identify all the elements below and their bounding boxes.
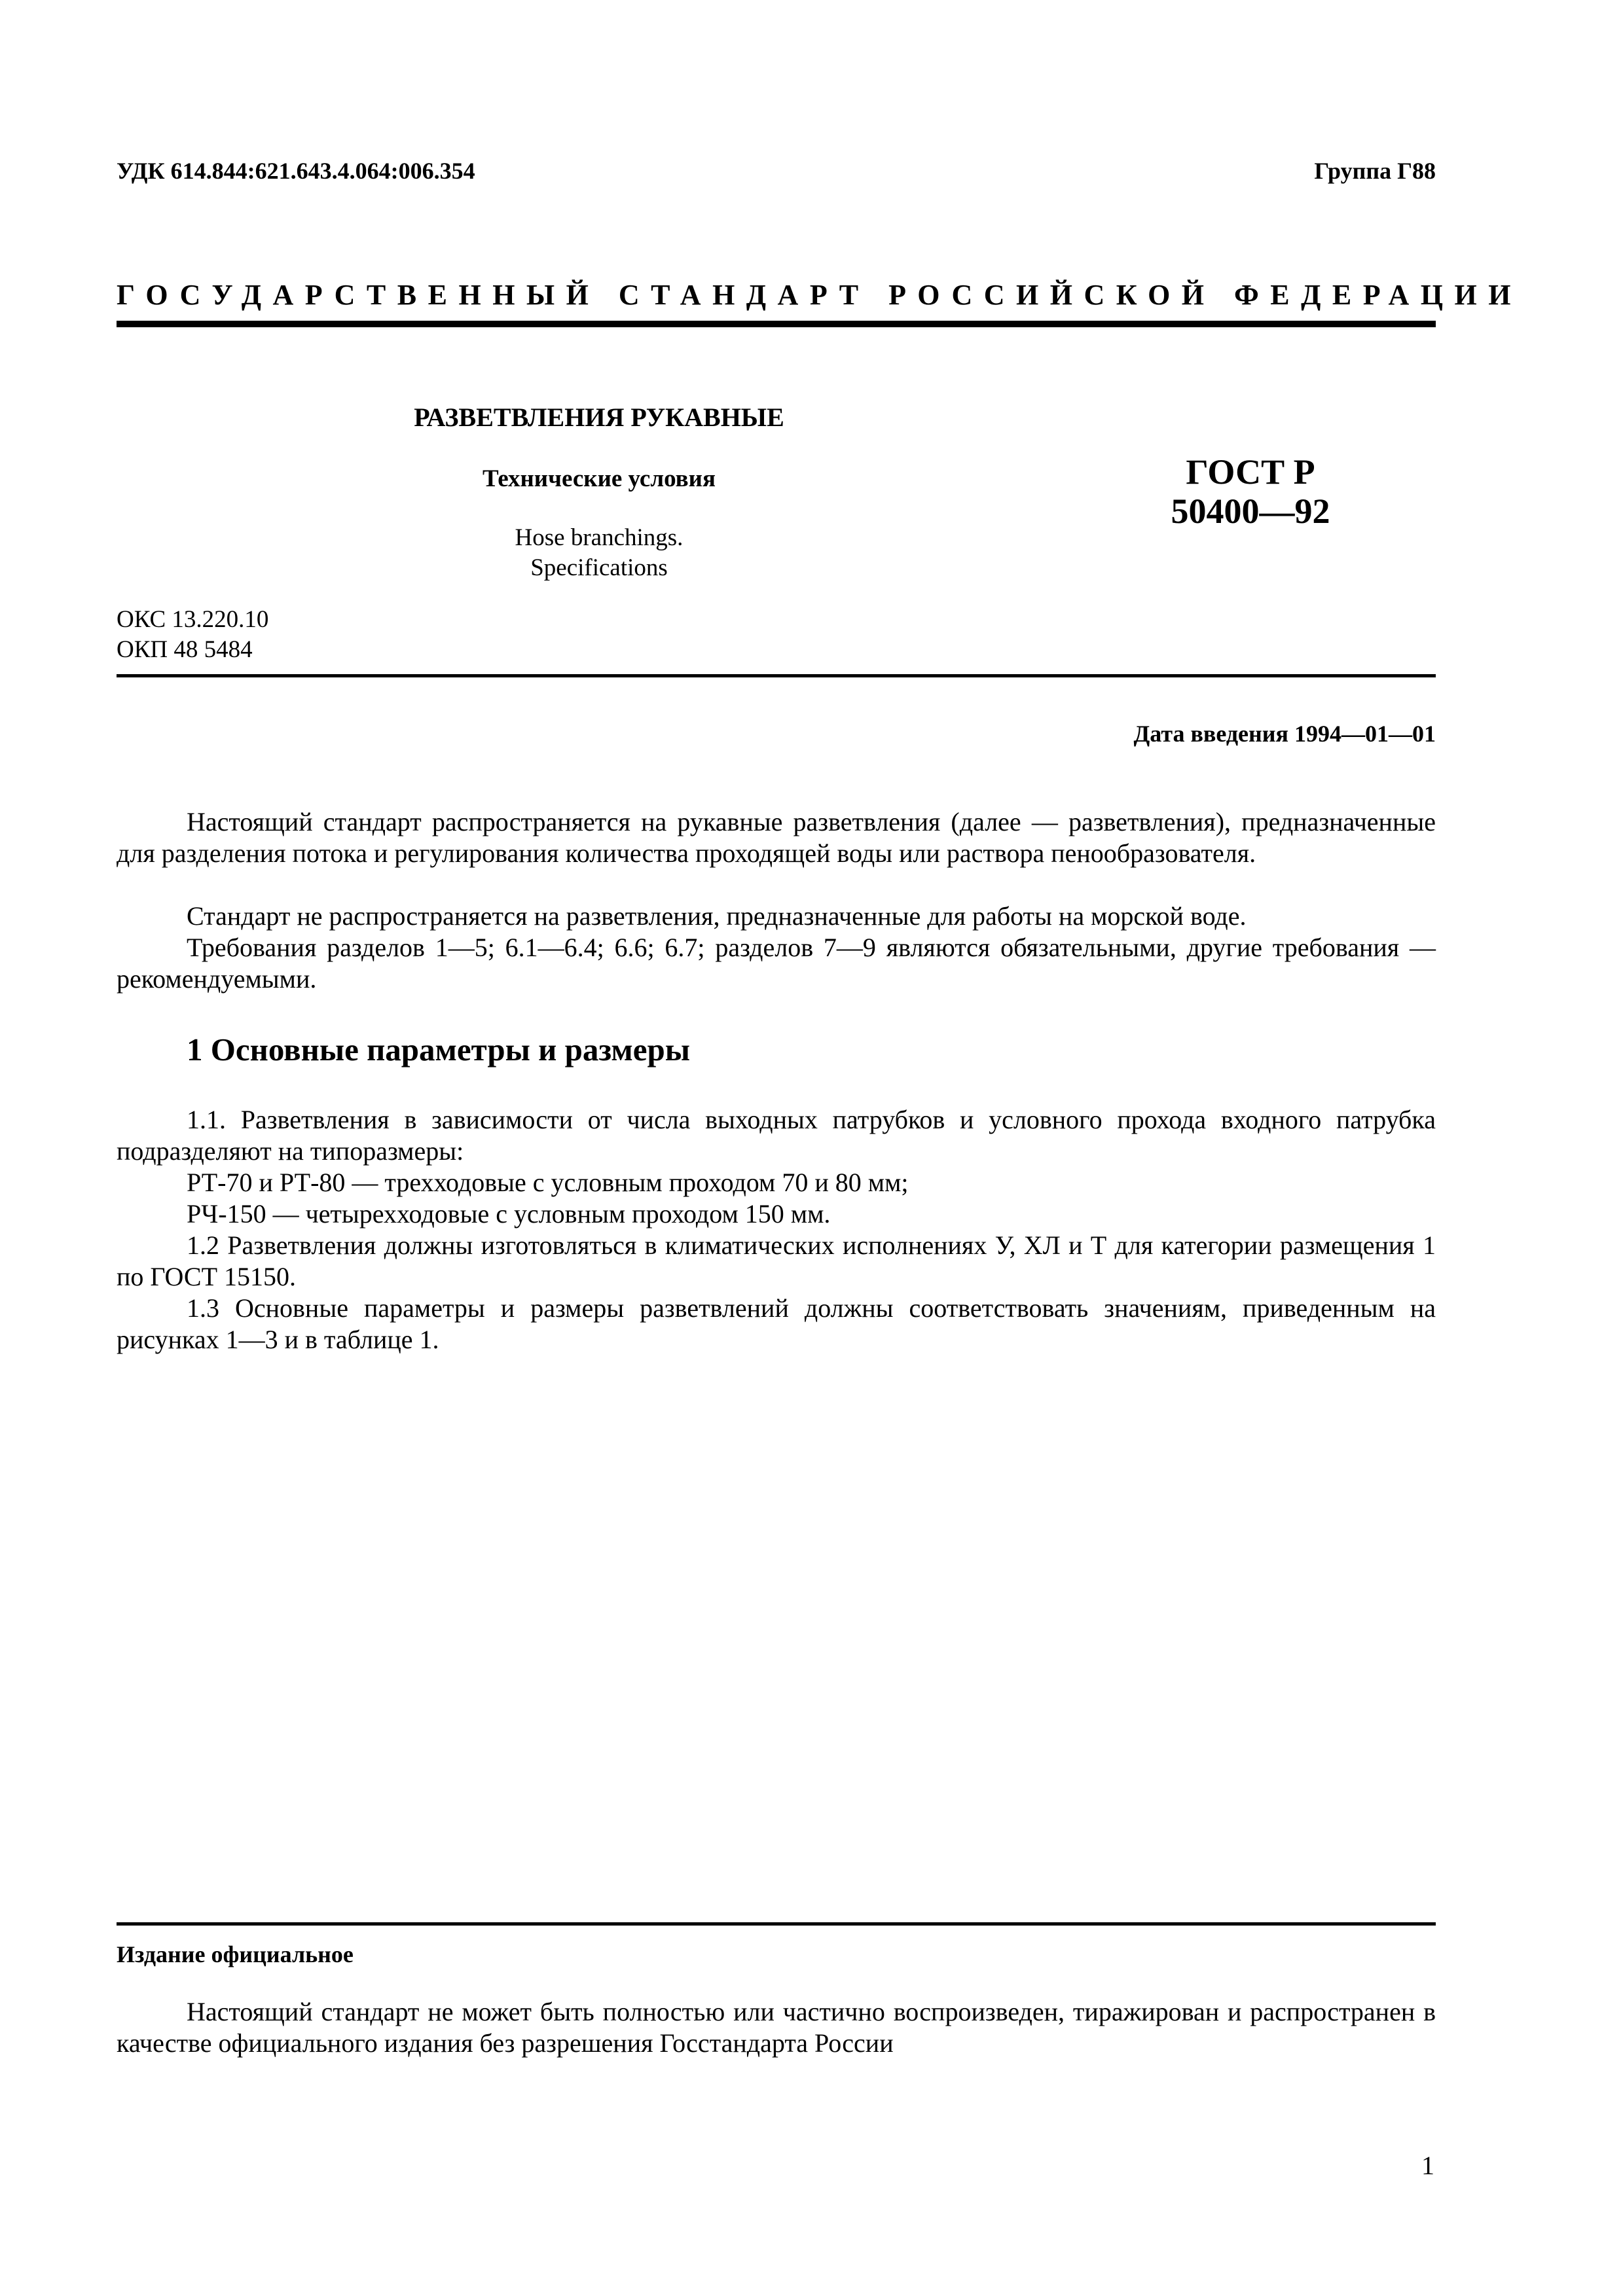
intro-paragraph-3: Требования разделов 1—5; 6.1—6.4; 6.6; 6.7; разделов 7—9 являются обязательными, другие требования — рекомендуемыми. [117, 933, 1436, 994]
title-divider [117, 674, 1436, 677]
clause-1-3: 1.3 Основные параметры и размеры разветвлений должны соответствовать значениям, приведенным на рисунках 1—3 и в таблице 1. [117, 1293, 1436, 1354]
page-number: 1 [1421, 2151, 1434, 2180]
english-title-line2: Specifications [530, 554, 668, 581]
introduction-date: Дата введения 1994—01—01 [1133, 721, 1436, 747]
udk-code: УДК 614.844:621.643.4.064:006.354 [117, 158, 475, 184]
official-edition-label: Издание официальное [117, 1941, 354, 1967]
clause-1-1: 1.1. Разветвления в зависимости от числа выходных патрубков и условного прохода входного патрубка подразделяют на типоразмеры: [117, 1105, 1436, 1166]
english-title-line1: Hose branchings. [515, 524, 684, 551]
document-title: РАЗВЕТВЛЕНИЯ РУКАВНЫЕ [414, 403, 784, 432]
gost-designation-line2: 50400—92 [1171, 492, 1330, 531]
section-1-heading: 1 Основные параметры и размеры [187, 1031, 690, 1067]
group-code: Группа Г88 [1314, 158, 1436, 184]
clause-1-2: 1.2 Разветвления должны изготовляться в климатических исполнениях У, ХЛ и Т для категории размещения 1 по ГОСТ 15150. [117, 1230, 1436, 1291]
okp-code: ОКП 48 5484 [117, 636, 253, 663]
oks-code: ОКС 13.220.10 [117, 606, 269, 633]
intro-paragraph-1: Настоящий стандарт распространяется на рукавные разветвления (далее — разветвления), предназначенные для разделения потока и регулирования количества проходящей воды или раствора пенообразователя. [117, 807, 1436, 868]
document-subtitle: Технические условия [483, 465, 716, 492]
clause-1-1-item-rch: РЧ-150 — четырехходовые с условным проходом 150 мм. [187, 1199, 831, 1229]
gost-designation-line1: ГОСТ Р [1186, 452, 1315, 492]
intro-paragraph-2: Стандарт не распространяется на разветвления, предназначенные для работы на морской воде. [187, 901, 1247, 931]
header-divider [117, 321, 1436, 327]
clause-1-1-item-rt: РТ-70 и РТ-80 — трехходовые с условным проходом 70 и 80 мм; [187, 1168, 909, 1197]
footer-divider [117, 1922, 1436, 1926]
state-standard-heading: ГОСУДАРСТВЕННЫЙ СТАНДАРТ РОССИЙСКОЙ ФЕДЕРАЦИИ [117, 279, 1522, 311]
copyright-notice: Настоящий стандарт не может быть полностью или частично воспроизведен, тиражирован и распространен в качестве официального издания без разрешения Госстандарта России [117, 1997, 1436, 2058]
